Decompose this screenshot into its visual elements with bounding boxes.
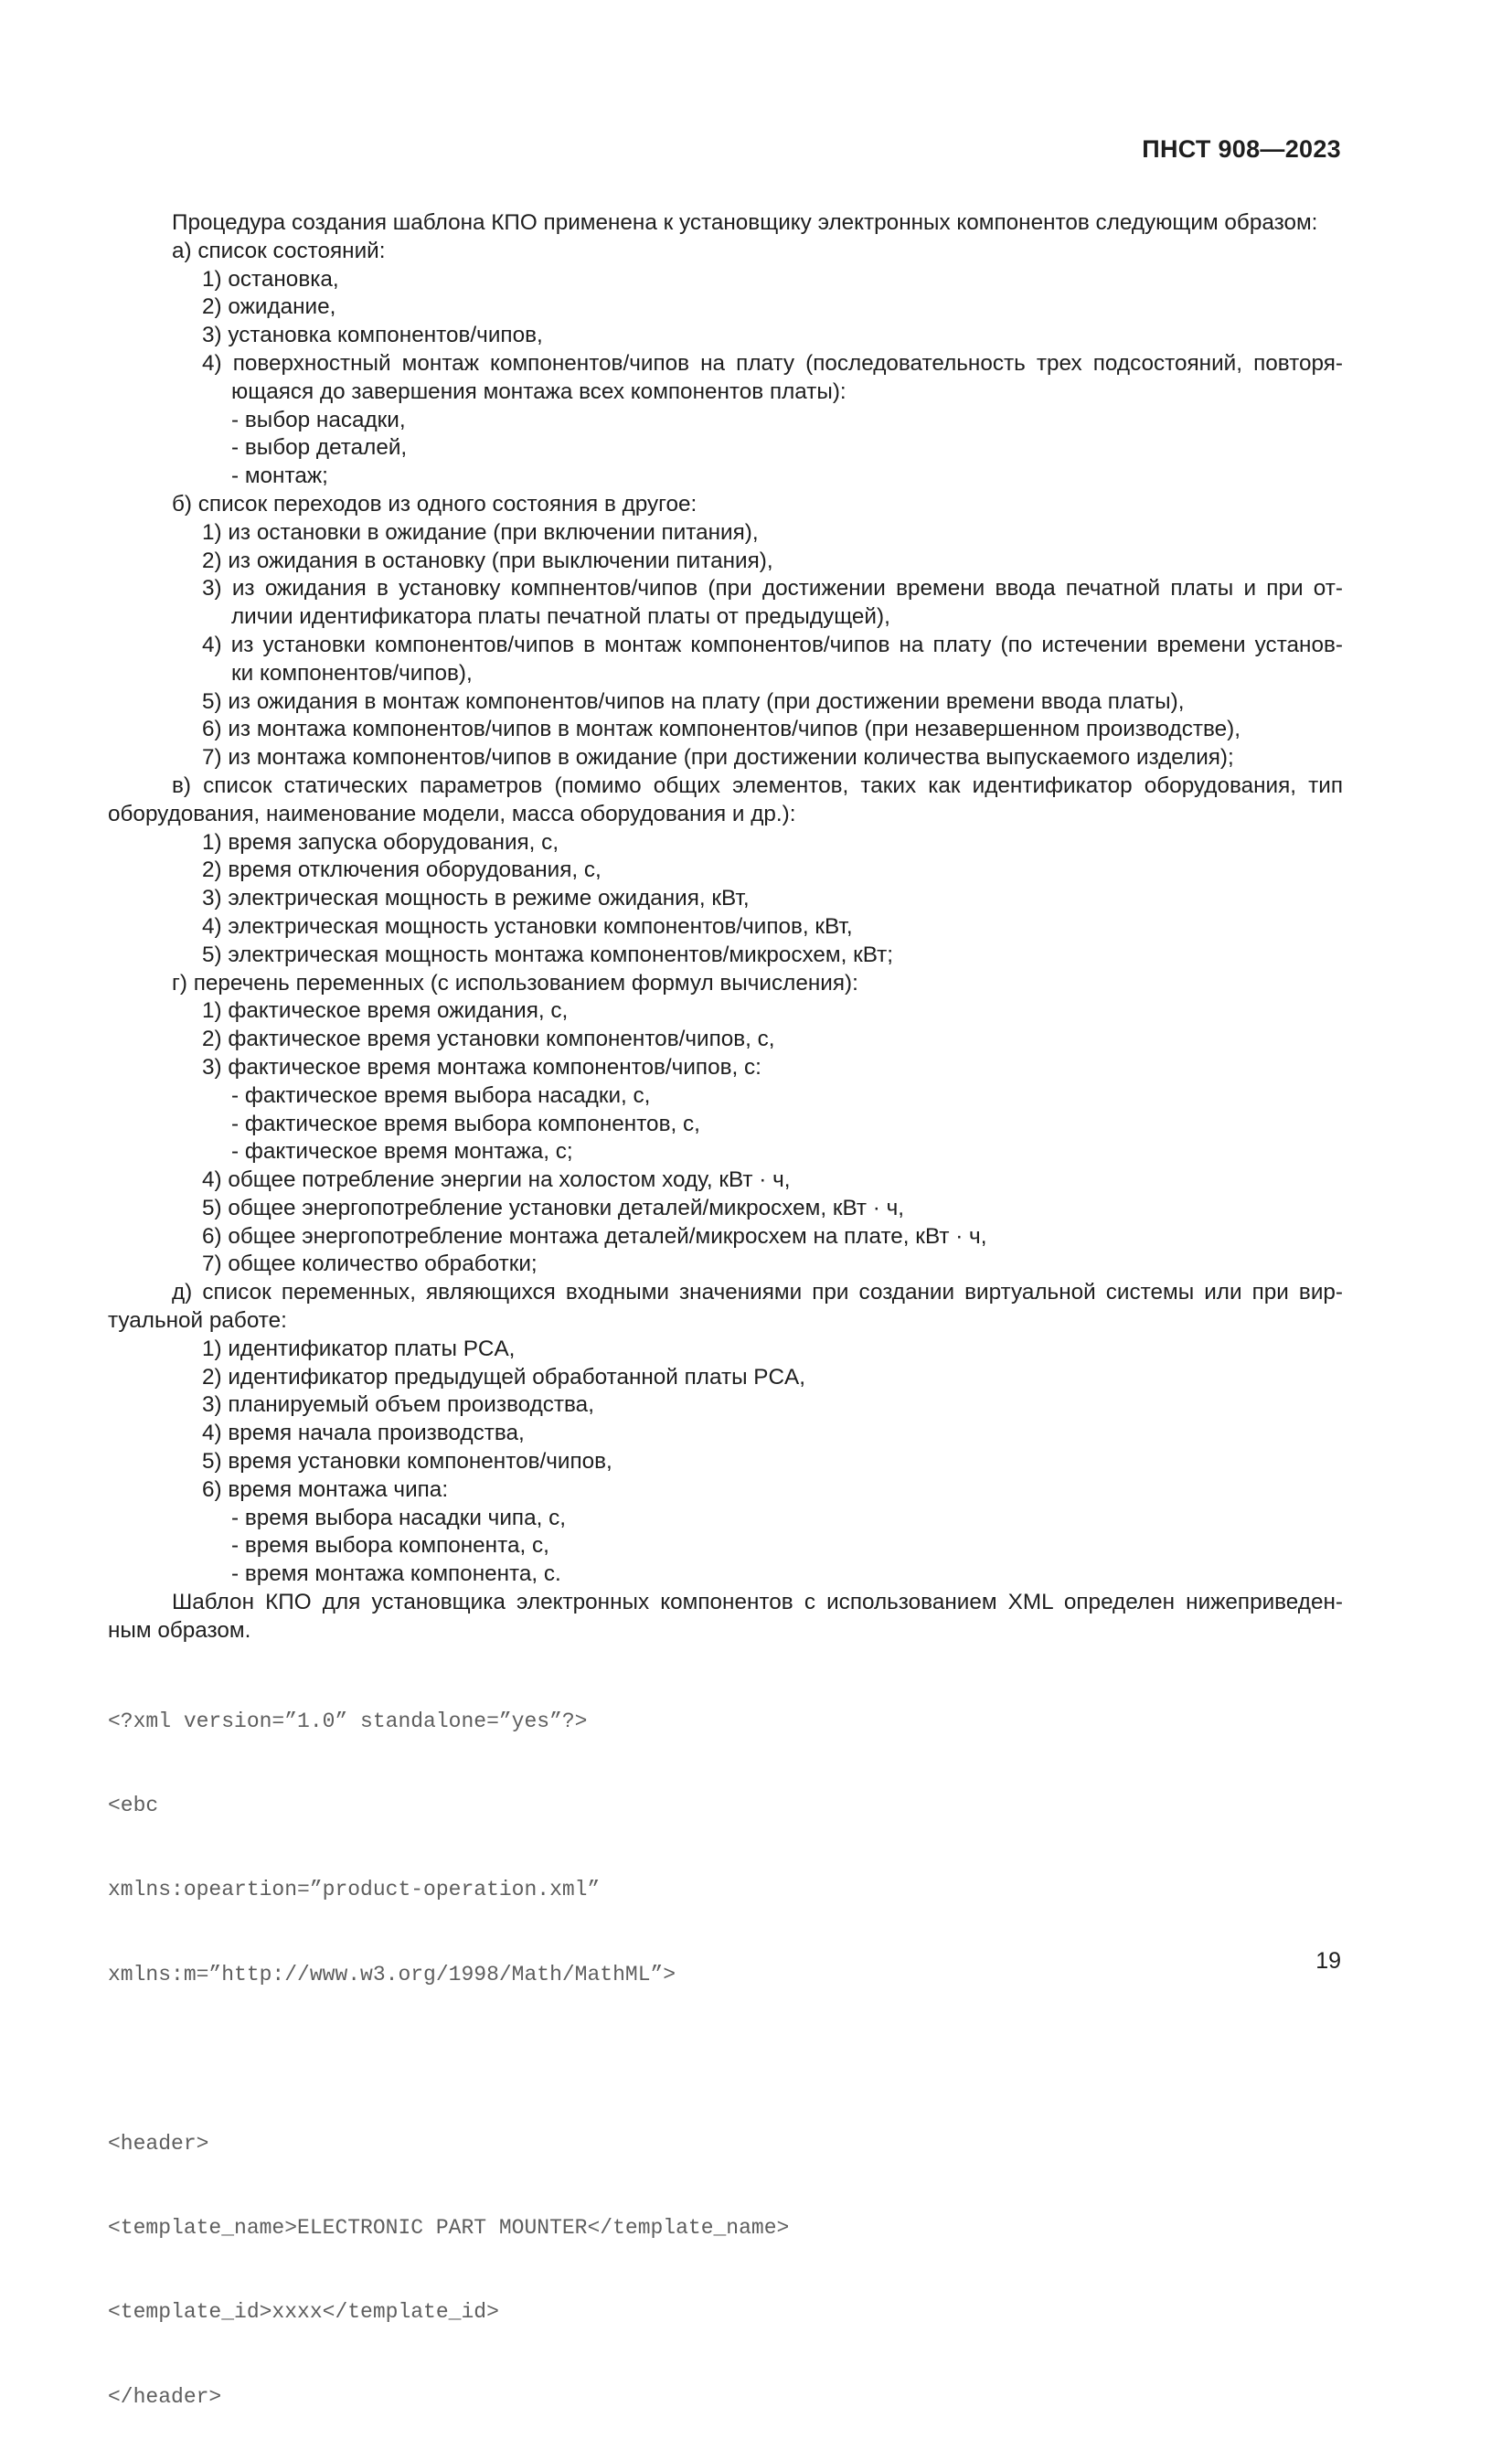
list-item: 6) из монтажа компонентов/чипов в монтаж компонентов/чипов (при незавершенном производстве), <box>202 717 1240 742</box>
code-line: <template_id>xxxx</template_id> <box>108 2300 499 2325</box>
sub-list-item: - выбор насадки, <box>231 407 406 432</box>
list-item: 1) время запуска оборудования, с, <box>202 829 559 855</box>
sub-list-item: - время выбора компонента, с, <box>231 1533 549 1559</box>
code-line <box>108 2045 789 2073</box>
list-item: 5) общее энергопотребление установки деталей/микросхем, кВт · ч, <box>202 1195 905 1220</box>
list-e-title-continuation: туальной работе: <box>108 1308 287 1334</box>
sub-list-item: - монтаж; <box>231 463 328 489</box>
list-item-continuation: ющаяся до завершения монтажа всех компонентов платы): <box>231 378 847 404</box>
outro-paragraph-continuation: ным образом. <box>108 1617 251 1643</box>
sub-list-item: - время монтажа компонента, с. <box>231 1561 561 1587</box>
list-item: 5) электрическая мощность монтажа компонентов/микросхем, кВт; <box>202 942 894 967</box>
list-item: 7) из монтажа компонентов/чипов в ожидание (при достижении количества выпускаемого изделия); <box>202 745 1234 771</box>
list-item: 6) общее энергопотребление монтажа деталей/микросхем на плате, кВт · ч, <box>202 1223 987 1249</box>
list-item: 2) из ожидания в остановку (при выключении питания), <box>202 548 773 573</box>
document-body <box>108 209 1343 1646</box>
list-item: 2) идентификатор предыдущей обработанной платы PCA, <box>202 1364 805 1390</box>
list-item: 4) электрическая мощность установки компонентов/чипов, кВт, <box>202 913 853 939</box>
list-item: 3) планируемый объем производства, <box>202 1392 594 1418</box>
list-item: 2) время отключения оборудования, с, <box>202 857 602 883</box>
list-item: 1) фактическое время ожидания, с, <box>202 998 569 1024</box>
list-item: 2) ожидание, <box>202 294 336 320</box>
code-line: </header> <box>108 2384 222 2409</box>
sub-list-item: - выбор деталей, <box>231 435 408 461</box>
outro-paragraph: Шаблон КПО для установщика электронных компонентов с использованием XML определен нижеприведен- <box>172 1590 1343 1615</box>
list-item: 4) общее потребление энергии на холостом ходу, кВт · ч, <box>202 1167 791 1193</box>
xml-code-block <box>108 1651 789 2439</box>
code-line: <header> <box>108 2131 209 2156</box>
list-item: 1) остановка, <box>202 266 339 292</box>
list-item: 4) поверхностный монтаж компонентов/чипов на плату (последовательность трех подсостояний, повторя- <box>202 350 1343 376</box>
list-item: 7) общее количество обработки; <box>202 1251 538 1277</box>
code-line: xmlns:opeartion=”product-operation.xml” <box>108 1878 601 1902</box>
list-item: 4) время начала производства, <box>202 1421 525 1446</box>
list-item: 5) время установки компонентов/чипов, <box>202 1449 612 1475</box>
list-item: 3) электрическая мощность в режиме ожидания, кВт, <box>202 886 750 911</box>
list-item: 3) из ожидания в установку компнентов/чипов (при достижении времени ввода печатной платы и при от- <box>202 576 1343 602</box>
sub-list-item: - время выбора насадки чипа, с, <box>231 1505 566 1530</box>
document-code: ПНСТ 908—2023 <box>1142 135 1341 163</box>
intro-paragraph: Процедура создания шаблона КПО применена к установщику электронных компонентов следующим образом: <box>172 210 1318 235</box>
page-number: 19 <box>1315 1948 1341 1974</box>
list-item: 1) идентификатор платы PCA, <box>202 1336 516 1361</box>
code-line: <?xml version=”1.0” standalone=”yes”?> <box>108 1709 588 1733</box>
list-item-continuation: личии идентификатора платы печатной платы от предыдущей), <box>231 604 890 630</box>
list-item: 3) установка компонентов/чипов, <box>202 323 543 348</box>
sub-list-item: - фактическое время выбора насадки, с, <box>231 1082 651 1108</box>
code-line: <template_name>ELECTRONIC PART MOUNTER</template_name> <box>108 2215 790 2240</box>
code-line: xmlns:m=”http://www.w3.org/1998/Math/MathML”> <box>108 1962 676 1986</box>
list-a-title: а) список состояний: <box>172 238 386 263</box>
list-c-title-continuation: оборудования, наименование модели, масса оборудования и др.): <box>108 801 796 826</box>
list-item: 4) из установки компонентов/чипов в монтаж компонентов/чипов на плату (по истечении времени установ- <box>202 632 1343 657</box>
list-item: 3) фактическое время монтажа компонентов/чипов, с: <box>202 1054 761 1080</box>
list-item: 1) из остановки в ожидание (при включении питания), <box>202 519 759 545</box>
list-d-title: г) перечень переменных (с использованием формул вычисления): <box>172 970 858 996</box>
list-item-continuation: ки компонентов/чипов), <box>231 660 473 686</box>
sub-list-item: - фактическое время выбора компонентов, с, <box>231 1111 700 1136</box>
code-line: <ebc <box>108 1793 159 1817</box>
list-b-title: б) список переходов из одного состояния в другое: <box>172 491 697 517</box>
list-item: 2) фактическое время установки компонентов/чипов, с, <box>202 1027 775 1052</box>
sub-list-item: - фактическое время монтажа, с; <box>231 1139 573 1165</box>
list-e-title: д) список переменных, являющихся входными значениями при создании виртуальной системы или при вир- <box>172 1280 1343 1305</box>
list-item: 6) время монтажа чипа: <box>202 1476 449 1502</box>
list-item: 5) из ожидания в монтаж компонентов/чипов на плату (при достижении времени ввода платы), <box>202 688 1185 714</box>
list-c-title: в) список статических параметров (помимо общих элементов, таких как идентификатор оборудования, тип <box>172 772 1343 798</box>
